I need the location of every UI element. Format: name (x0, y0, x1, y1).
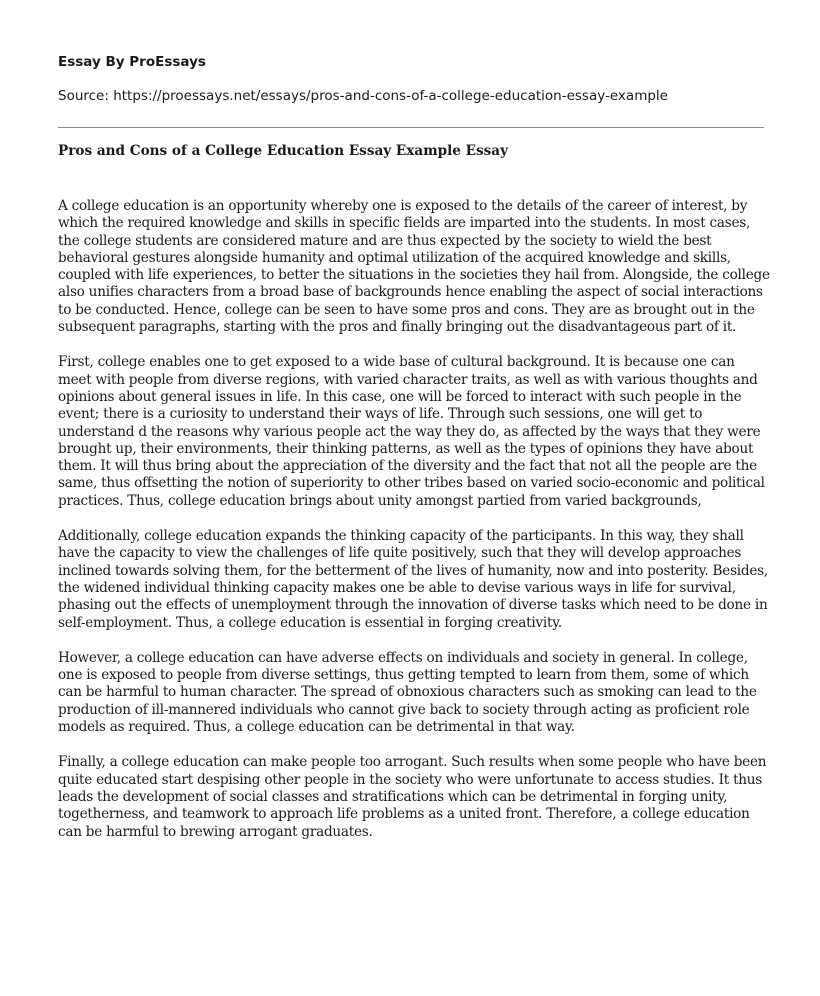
essay-paragraph: A college education is an opportunity whereby one is exposed to the details of the career of interest, by which the required knowledge and skills in specific fields are imparted into the students. In most cases, the college students are considered mature and are thus expected by the society to wield the best behavioral gestures alongside humanity and optimal utilization of the acquired knowledge and skills, coupled with life experiences, to better the situations in the societies they hail from. Alongside, the college also unifies characters from a broad base of backgrounds hence enabling the aspect of social interactions to be conducted. Hence, college can be seen to have some pros and cons. They are as brought out in the subsequent paragraphs, starting with the pros and finally bringing out the disadvantageous part of it. (58, 198, 770, 336)
header-divider (58, 127, 764, 128)
essay-title: Pros and Cons of a College Education Essay Example Essay (58, 143, 509, 159)
essay-paragraph: First, college enables one to get exposed to a wide base of cultural background. It is because one can meet with people from diverse regions, with varied character traits, as well as with various thoughts and opinions about general issues in life. In this case, one will be forced to interact with such people in the event; there is a curiosity to understand their ways of life. Through such sessions, one will get to understand d the reasons why various people act the way they do, as affected by the ways that they were brought up, their environments, their thinking patterns, as well as the types of opinions they have about them. It will thus bring about the appreciation of the diversity and the fact that not all the people are the same, thus offsetting the notion of superiority to other tribes based on varied socio-economic and political practices. Thus, college education brings about unity amongst partied from varied backgrounds, (58, 354, 765, 509)
document-page (58, 53, 770, 840)
document-source-line: Source: https://proessays.net/essays/pros-and-cons-of-a-college-education-essay-example (58, 88, 668, 104)
essay-paragraph: Finally, a college education can make people too arrogant. Such results when some people who have been quite educated start despising other people in the society who were unfortunate to access studies. It thus leads the development of social classes and stratifications which can be detrimental in forging unity, togetherness, and teamwork to approach life problems as a united front. Therefore, a college education can be harmful to brewing arrogant graduates. (58, 754, 767, 840)
essay-paragraph: Additionally, college education expands the thinking capacity of the participants. In this way, they shall have the capacity to view the challenges of life quite positively, such that they will develop approaches inclined towards solving them, for the betterment of the lives of humanity, now and into posterity. Besides, the widened individual thinking capacity makes one be able to devise various ways in life for survival, phasing out the effects of unemployment through the innovation of diverse tasks which need to be done in self-employment. Thus, a college education is essential in forging creativity. (58, 528, 768, 631)
essay-paragraph: However, a college education can have adverse effects on individuals and society in general. In college, one is exposed to people from diverse settings, thus getting tempted to learn from them, some of which can be harmful to human character. The spread of obnoxious characters such as smoking can lead to the production of ill-mannered individuals who cannot give back to society through acting as proficient role models as required. Thus, a college education can be detrimental in that way. (58, 649, 757, 736)
document-header-title: Essay By ProEssays (58, 54, 206, 70)
essay-body (58, 198, 770, 859)
